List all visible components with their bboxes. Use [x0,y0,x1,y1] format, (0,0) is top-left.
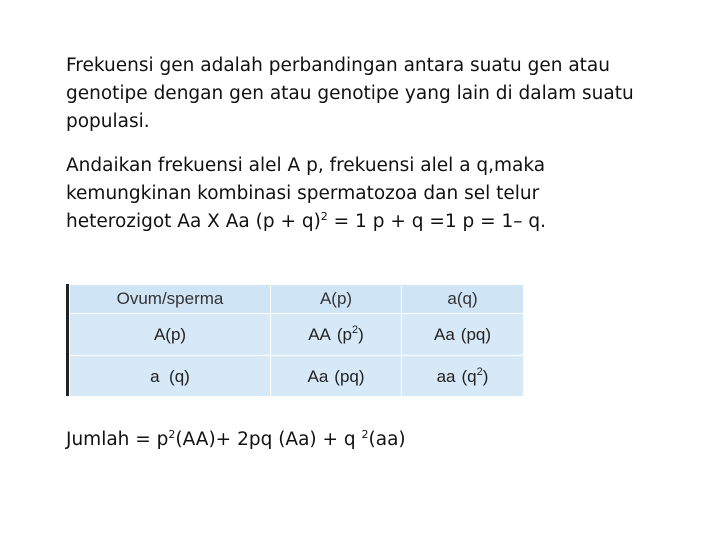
genotype: aa [436,366,456,386]
formula-suffix: = 1 p + q =1 p = 1– q. [327,211,547,232]
punnett-square-table [66,284,524,396]
cell-Aa [402,314,524,356]
genotype: Aa [433,324,455,344]
frequency-exponent: 2 [476,365,483,378]
summary-formula [66,426,686,454]
sum-exponent-2: 2 [361,428,369,441]
paragraph-allele-frequency [66,152,686,236]
frequency: (q [461,366,477,386]
row-label-A-p: A(p) [70,314,271,356]
text-line: populasi. [66,111,150,132]
sum-part3: (aa) [368,429,406,450]
table-row [70,356,524,398]
header-cell-a-q: a(q) [402,285,524,314]
frequency-close: ) [482,366,489,386]
text-line: genotipe dengan gen atau genotipe yang lain di dalam suatu [66,83,634,104]
paragraph-gene-frequency-definition [66,52,686,136]
table-header-row [70,285,524,314]
sum-part1: Jumlah = p [66,429,169,450]
cell-aa [402,356,524,398]
header-cell-ovum-sperma: Ovum/sperma [70,285,271,314]
text-line-formula [66,208,686,236]
cell-AA [271,314,402,356]
formula-prefix: heterozigot Aa X Aa (p + q) [66,211,321,232]
frequency-exponent: 2 [352,323,359,336]
sum-exponent-1: 2 [168,428,176,441]
genotype: Aa [307,366,329,386]
genotype: AA [308,324,331,344]
text-line: Andaikan frekuensi alel A p, frekuensi alel a q,maka [66,155,546,176]
row-label-a-q: a (q) [70,356,271,398]
sum-part2: (AA)+ 2pq (Aa) + q [175,429,362,450]
frequency: (p [336,324,352,344]
frequency: (pq) [334,366,365,386]
table-row [70,314,524,356]
formula-exponent: 2 [320,210,328,223]
header-cell-A-p: A(p) [271,285,402,314]
frequency-close: ) [358,324,364,344]
text-line: kemungkinan kombinasi spermatozoa dan sel telur [66,183,540,204]
cell-Aa [271,356,402,398]
text-line-formula [66,426,686,454]
text-line: Frekuensi gen adalah perbandingan antara suatu gen atau [66,55,610,76]
frequency: (pq) [460,324,492,344]
